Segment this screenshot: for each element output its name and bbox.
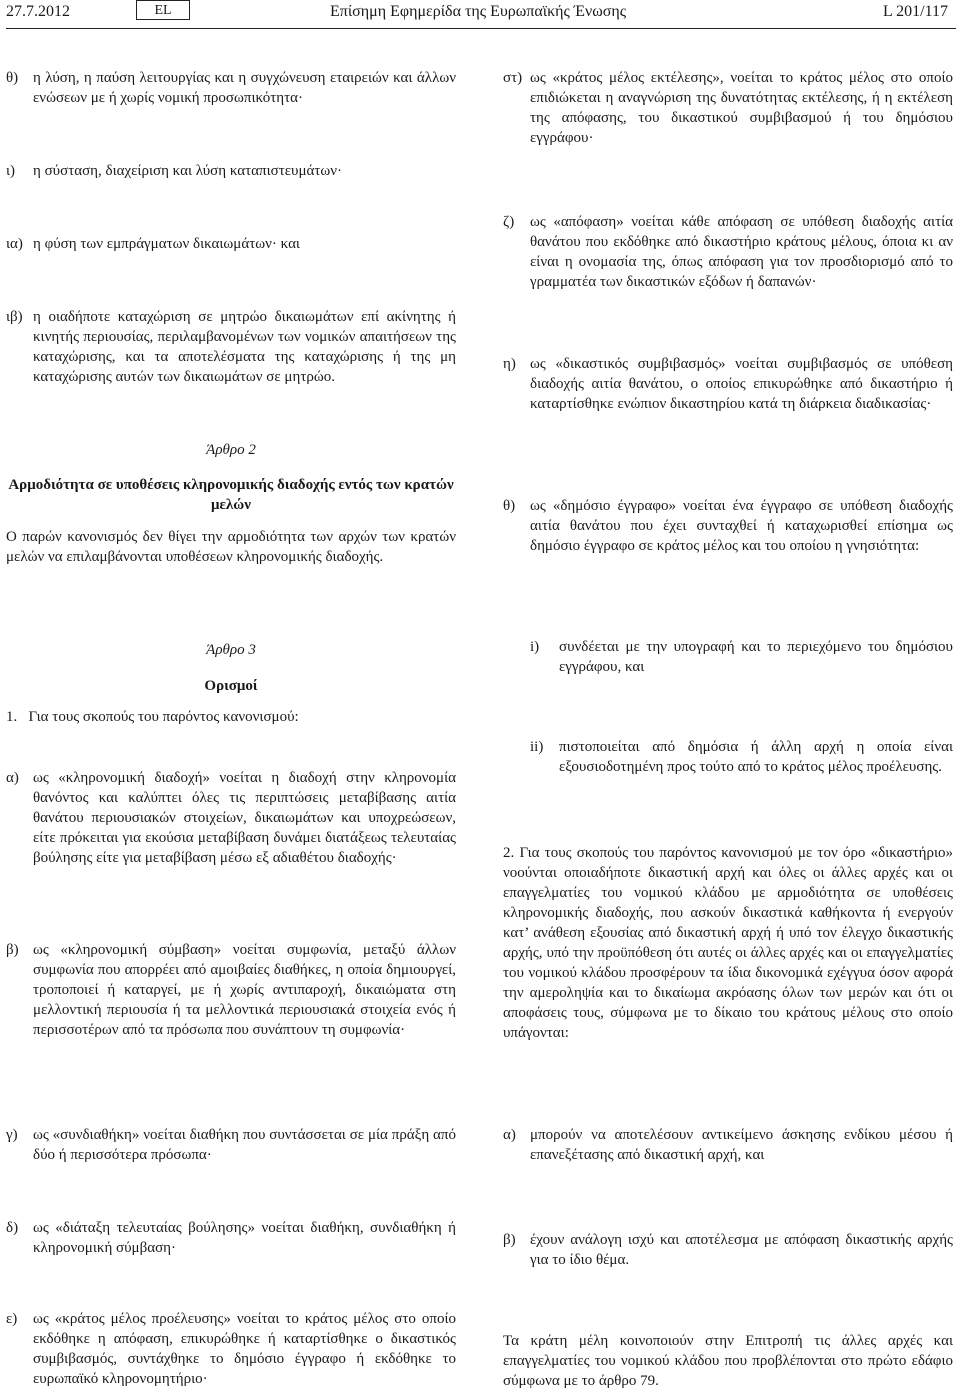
item-text: ως «συνδιαθήκη» νοείται διαθήκη που συντάσσεται σε μία πράξη από δύο ή περισσότερα πρόσωπα·	[33, 1127, 456, 1163]
item-text: η οιαδήποτε καταχώριση σε μητρώο δικαιωμάτων επί ακίνητης ή κινητής περιουσίας, περιλαμβανομένων των νομικών απαιτήσεων της καταχώρισης, και τα αποτελέσματα της καταχώρισης ή της μη καταχώρισης αυτών των δικαιωμάτων σε μητρώο.	[33, 309, 456, 385]
item-label: ια)	[6, 236, 23, 252]
article-2-text: Ο παρών κανονισμός δεν θίγει την αρμοδιότητα των αρχών των κρατών μελών να επιλαμβάνονται υποθέσεων κληρονομικής διαδοχής.	[6, 529, 456, 565]
item-text: η λύση, η παύση λειτουργίας και η συγχώνευση εταιρειών και άλλων ενώσεων με ή χωρίς νομική προσωπικότητα·	[33, 70, 456, 106]
definition-item	[6, 768, 456, 868]
item-text: συνδέεται με την υπογραφή και το περιεχόμενο του δημόσιου εγγράφου, και	[559, 639, 953, 675]
definition-item	[6, 1218, 456, 1258]
item-text: μπορούν να αποτελέσουν αντικείμενο άσκησης ενδίκου μέσου ή επανεξέτασης από δικαστική αρχή, και	[530, 1127, 953, 1163]
header-rule	[6, 28, 956, 29]
definition-item	[503, 68, 953, 148]
item-label: ιβ)	[6, 309, 23, 325]
item-label: θ)	[503, 498, 516, 514]
header-date: 27.7.2012	[6, 3, 70, 20]
item-text: έχουν ανάλογη ισχύ και αποτέλεσμα με απόφαση δικαστικής αρχής για το ίδιο θέμα.	[530, 1232, 953, 1268]
item-label: α)	[503, 1127, 516, 1143]
article-3-paragraph-2: 2. Για τους σκοπούς του παρόντος κανονισμού με τον όρο «δικαστήριο» νοούνται οποιαδήποτε δικαστική αρχή και όλες οι άλλες αρχές και οι επαγγελματίες του νομικού κλάδου με αρμοδιότητα σε υποθέσεις κληρονομικής διαδοχής, που ασκούν δικαστικά καθήκοντα ή ενεργούν κατ’ ανάθεση εξουσίας από δικαστική αρχή ή υπό τον έλεγχο δικαστικής αρχής, υπό την προϋπόθεση ότι αυτές οι άλλες αρχές και οι επαγγελματίες του νομικού κλάδου προσφέρουν τα ίδια δικονομικά εχέγγυα όσον αφορά την αμεροληψία και το δικαίωμα ακρόασης όλων των μερών και ότι οι αποφάσεις τους, σύμφωνα με το δίκαιο του κράτους μέλους στο οποίο υπάγονται:	[503, 845, 953, 1041]
item-label: β)	[6, 942, 19, 958]
item-label: i)	[530, 639, 540, 655]
subitem	[530, 737, 953, 777]
closing-paragraph: Τα κράτη μέλη κοινοποιούν στην Επιτροπή τις άλλες αρχές και επαγγελματίες του νομικού κλάδου που προβλέπονται στο πρώτο εδάφιο σύμφωνα με το άρθρο 79.	[503, 1333, 953, 1389]
list-item	[6, 161, 456, 181]
page-header	[0, 0, 960, 22]
item-label: ii)	[530, 739, 544, 755]
item-text: ως «δικαστικός συμβιβασμός» νοείται συμβιβασμός σε υπόθεση διαδοχής αιτία θανάτου, ο οποίος επικυρώθηκε από δικαστήριο ή καταρτίσθηκε ενώπιον δικαστηρίου κατά τη διάρκεια διαδικασίας·	[530, 356, 953, 412]
item-text: ως «κράτος μέλος προέλευσης» νοείται το κράτος μέλος στο οποίο εκδόθηκε η απόφαση, επικυρώθηκε ή καταρτίσθηκε ο δικαστικός συμβιβασμός, συντάχθηκε το δημόσιο έγγραφο ή εκδόθηκε το ευρωπαϊκό κληρονομητήριο·	[33, 1311, 456, 1387]
item-label: γ)	[6, 1127, 18, 1143]
item-text: ως «κράτος μέλος εκτέλεσης», νοείται το κράτος μέλος στο οποίο επιδιώκεται η αναγνώριση της δυνατότητας εκτέλεσης, ή η εκτέλεση της απόφασης, του δικαστικού συμβιβασμού ή του δημόσιου εγγράφου·	[530, 70, 953, 146]
definition-item	[6, 1125, 456, 1165]
definition-item	[503, 354, 953, 414]
definition-item	[503, 496, 953, 556]
header-language-box: EL	[136, 0, 190, 20]
list-item	[6, 234, 456, 254]
article-3-paragraph-1: 1. Για τους σκοπούς του παρόντος κανονισμού:	[6, 709, 299, 725]
list-item	[503, 1230, 953, 1270]
item-text: η σύσταση, διαχείριση και λύση καταπιστευμάτων·	[33, 163, 343, 179]
item-text: ως «δημόσιο έγγραφο» νοείται ένα έγγραφο σε υπόθεση διαδοχής αιτία θανάτου που έχει συνταχθεί ή καταχωρισθεί επίσημα ως δημόσιο έγγραφο σε κράτος μέλος και του οποίου η γνησιότητα:	[530, 498, 953, 554]
list-item	[6, 68, 456, 108]
article-3-title: Ορισμοί	[204, 678, 258, 694]
item-label: ι)	[6, 163, 16, 179]
item-label: δ)	[6, 1220, 19, 1236]
item-text: ως «διάταξη τελευταίας βούλησης» νοείται διαθήκη, συνδιαθήκη ή κληρονομική σύμβαση·	[33, 1220, 456, 1256]
header-page-number: L 201/117	[882, 3, 948, 20]
article-2-number: Άρθρο 2	[206, 442, 256, 458]
item-text: η φύση των εμπράγματων δικαιωμάτων· και	[33, 236, 300, 252]
item-text: πιστοποιείται από δημόσια ή άλλη αρχή η οποία είναι εξουσιοδοτημένη προς τούτο από το κράτος μέλος προέλευσης.	[559, 739, 953, 775]
definition-item	[6, 940, 456, 1040]
item-label: ζ)	[503, 214, 515, 230]
item-text: ως «κληρονομική διαδοχή» νοείται η διαδοχή στην κληρονομία θανόντος και καλύπτει όλες τις περιπτώσεις μεταβίβασης αιτία θανάτου περιουσιακών στοιχείων, δικαιωμάτων και υποχρεώσεων, είτε πρόκειται για εκούσια μεταβίβαση δυνάμει διατάξεως τελευταίας βούλησης είτε για μεταβίβαση μέσω εξ αδιαθέτου διαδοχής·	[33, 770, 456, 866]
header-journal-title: Επίσημη Εφημερίδα της Ευρωπαϊκής Ένωσης	[330, 3, 627, 20]
article-2-title: Αρμοδιότητα σε υποθέσεις κληρονομικής διαδοχής εντός των κρατών μελών	[8, 477, 454, 513]
item-text: ως «κληρονομική σύμβαση» νοείται συμφωνία, μεταξύ άλλων συμφωνία που απορρέει από αμοιβαίες διαθήκες, η οποία δημιουργεί, τροποποιεί ή καταργεί, με ή χωρίς αντιπαροχή, δικαιώματα στη μελλοντική περιουσία ή τα μελλοντικά περιουσιακά στοιχεία ενός ή περισσοτέρων από τα πρόσωπα που συνάπτουν τη συμφωνία·	[33, 942, 456, 1038]
list-item	[6, 307, 456, 387]
item-label: α)	[6, 770, 19, 786]
item-label: θ)	[6, 70, 19, 86]
subitem	[530, 637, 953, 677]
item-label: η)	[503, 356, 516, 372]
definition-item	[503, 212, 953, 292]
list-item	[503, 1125, 953, 1165]
item-label: β)	[503, 1232, 516, 1248]
item-label: στ)	[503, 70, 523, 86]
item-text: ως «απόφαση» νοείται κάθε απόφαση σε υπόθεση διαδοχής αιτία θανάτου που εκδόθηκε από δικαστήριο κράτους μέλους, όποια κι αν είναι η ονομασία της, όπως απόφαση για τον προσδιορισμό από το γραμματέα των δικαστικών εξόδων ή δαπανών·	[530, 214, 953, 290]
item-label: ε)	[6, 1311, 18, 1327]
definition-item	[6, 1309, 456, 1389]
article-3-number: Άρθρο 3	[206, 642, 256, 658]
